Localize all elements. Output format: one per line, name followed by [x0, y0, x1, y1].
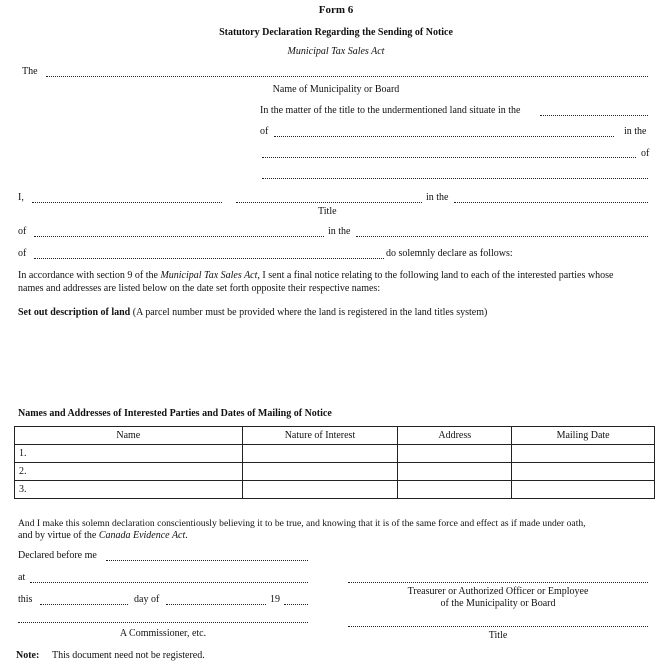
this-label: this [18, 594, 33, 605]
signature-field[interactable] [348, 582, 648, 583]
header-nature-of-interest: Nature of Interest [242, 427, 398, 445]
treasurer-caption-1: Treasurer or Authorized Officer or Employee [407, 586, 589, 597]
month-field[interactable] [166, 604, 266, 605]
form-title: Statutory Declaration Regarding the Sending of Notice [219, 27, 453, 38]
solemn-line-2 [18, 530, 188, 541]
note-label: Note: [16, 650, 40, 661]
row-interest-cell[interactable] [242, 445, 398, 463]
parties-table [14, 426, 655, 499]
commissioner-field[interactable] [18, 622, 308, 623]
at-field[interactable] [30, 582, 308, 583]
the-label: The [22, 66, 38, 77]
row-interest-cell[interactable] [242, 481, 398, 499]
commissioner-caption: A Commissioner, etc. [119, 628, 207, 639]
in-the-field-3[interactable] [356, 236, 648, 237]
in-the-label-2: in the [426, 192, 449, 203]
land-heading: Set out description of land [18, 307, 131, 318]
parties-heading: Names and Addresses of Interested Parties and Dates of Mailing of Notice [18, 408, 332, 419]
declared-field[interactable] [106, 560, 308, 561]
of-field-3[interactable] [34, 236, 324, 237]
row-address-cell[interactable] [398, 445, 512, 463]
header-address: Address [398, 427, 512, 445]
situate-field[interactable] [540, 115, 648, 116]
year-field[interactable] [284, 604, 308, 605]
i-label: I, [18, 192, 24, 203]
municipality-caption: Name of Municipality or Board [272, 84, 400, 95]
row-date-cell[interactable] [512, 481, 655, 499]
row-date-cell[interactable] [512, 463, 655, 481]
row-name-cell[interactable]: 1. [15, 445, 243, 463]
solemn-post: . [185, 530, 188, 541]
of-label-1: of [260, 126, 269, 137]
form-number: Form 6 [318, 4, 354, 16]
row-address-cell[interactable] [398, 463, 512, 481]
of-field-1[interactable] [274, 136, 614, 137]
accordance-line-1 [18, 270, 613, 281]
title-caption: Title [318, 206, 337, 217]
signer-title-caption: Title [488, 630, 508, 641]
row-name-cell[interactable]: 2. [15, 463, 243, 481]
signer-title-field[interactable] [348, 626, 648, 627]
land-note: (A parcel number must be provided where the land is registered in the land titles system) [132, 307, 488, 318]
accordance-line-2: names and addresses are listed below on the date set forth opposite their respective names: [18, 283, 381, 294]
land-description-area[interactable] [18, 322, 648, 402]
accordance-act: Municipal Tax Sales Act [160, 270, 258, 281]
in-the-field-2[interactable] [454, 202, 648, 203]
in-the-label-3: in the [328, 226, 351, 237]
row-interest-cell[interactable] [242, 463, 398, 481]
row-address-cell[interactable] [398, 481, 512, 499]
of-label-4: of [18, 248, 27, 259]
location-field-2[interactable] [262, 157, 636, 158]
declarant-title-field[interactable] [236, 202, 422, 203]
table-row [15, 445, 655, 463]
solemn-act: Canada Evidence Act [98, 530, 186, 541]
accordance-pre: In accordance with section 9 of the [18, 270, 158, 281]
day-field[interactable] [40, 604, 128, 605]
at-label: at [18, 572, 26, 583]
accordance-post: , I sent a final notice relating to the following land to each of the interested parties whose [257, 270, 614, 281]
matter-text: In the matter of the title to the undermentioned land situate in the [260, 105, 521, 116]
municipality-field[interactable] [46, 76, 648, 77]
land-description-heading [18, 307, 487, 318]
note-text: This document need not be registered. [52, 650, 205, 661]
of-field-4[interactable] [34, 258, 384, 259]
header-mailing-date: Mailing Date [512, 427, 655, 445]
solemn-line-1: And I make this solemn declaration conscientiously believing it to be true, and knowing that it is of the same force and effect as if made under oath, [18, 518, 586, 529]
of-label-2: of [641, 148, 650, 159]
of-label-3: of [18, 226, 27, 237]
act-name: Municipal Tax Sales Act [287, 46, 385, 57]
table-row [15, 463, 655, 481]
day-of-label: day of [134, 594, 160, 605]
in-the-label-1: in the [624, 126, 647, 137]
location-field-3[interactable] [262, 178, 648, 179]
declare-label: do solemnly declare as follows: [386, 248, 513, 259]
solemn-pre: and by virtue of the [18, 530, 97, 541]
declared-label: Declared before me [18, 550, 97, 561]
row-date-cell[interactable] [512, 445, 655, 463]
header-name: Name [15, 427, 243, 445]
treasurer-caption-2: of the Municipality or Board [440, 598, 556, 609]
row-name-cell[interactable]: 3. [15, 481, 243, 499]
declarant-name-field[interactable] [32, 202, 222, 203]
year-label: 19 [270, 594, 280, 605]
table-row [15, 481, 655, 499]
